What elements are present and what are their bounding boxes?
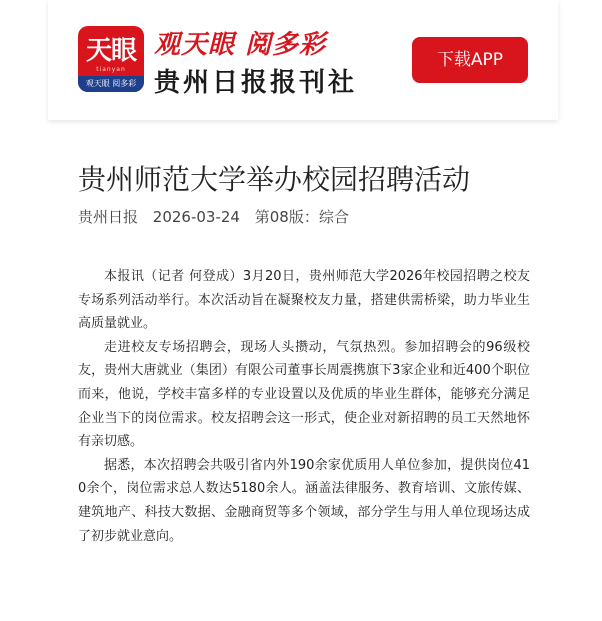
article-paragraph: 走进校友专场招聘会，现场人头攒动，气氛热烈。参加招聘会的96级校友，贵州大唐就业（集团）有限公司董事长周震携旗下3家企业和近400个职位而来，他说，学校丰富多样的专业设置以及优质的毕业生群体，能够充分满足企业当下的岗位需求。校友招聘会这一形式，使企业对新招聘的员工天然地怀有亲切感。 (78, 339, 530, 450)
article-meta (78, 206, 359, 227)
brand-slogan: 观天眼 阅多彩 (154, 30, 327, 60)
article-title: 贵州师范大学举办校园招聘活动 (78, 163, 471, 196)
app-logo-icon[interactable] (78, 26, 144, 92)
download-app-button[interactable]: 下载APP (412, 37, 528, 83)
brand-org-name: 贵州日报报刊社 (154, 68, 358, 98)
article-body (78, 265, 530, 548)
logo-tiny-text: tianyan (96, 66, 126, 73)
article-paragraph: 据悉，本次招聘会共吸引省内外190余家优质用人单位参加，提供岗位410余个，岗位需求总人数达5180余人。涵盖法律服务、教育培训、文旅传媒、建筑地产、科技大数据、金融商贸等多个领域，部分学生与用人单位现场达成了初步就业意向。 (78, 457, 530, 544)
app-banner (48, 0, 558, 120)
article-edition: 第08版：综合 (254, 208, 349, 226)
article-paragraph: 本报讯（记者 何登成）3月20日，贵州师范大学2026年校园招聘之校友专场系列活动举行。本次活动旨在凝聚校友力量，搭建供需桥梁，助力毕业生高质量就业。 (78, 269, 530, 332)
logo-main-text: 天眼 (85, 36, 136, 66)
article-source: 贵州日报 (78, 208, 139, 226)
article-date: 2026-03-24 (152, 208, 240, 226)
logo-sub-text: 观天眼 阅多彩 (78, 76, 144, 92)
